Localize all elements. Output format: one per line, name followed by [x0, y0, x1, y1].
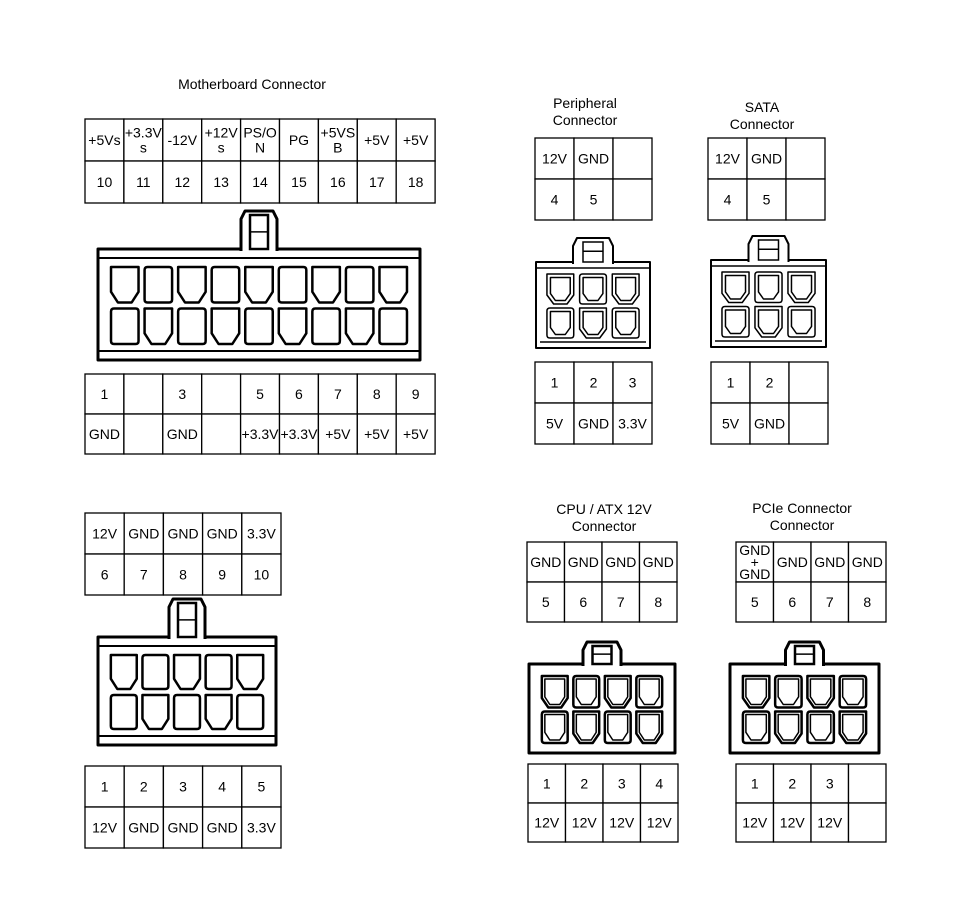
pin-slot	[840, 676, 866, 708]
pin-label: GND	[206, 819, 238, 836]
pin-label: 4	[550, 191, 559, 208]
pin-label: 8	[863, 594, 872, 610]
pin-label: +5V	[364, 132, 390, 148]
pin-label: +3.3V	[280, 426, 318, 442]
pin-label: 5	[257, 778, 266, 795]
pin-label: 3.3V	[246, 525, 276, 542]
sata-title-line1: SATA	[744, 99, 780, 115]
pin-slot	[605, 712, 631, 744]
pin-slot	[111, 655, 137, 689]
pin-label: 5	[750, 594, 759, 610]
pin-slot	[111, 309, 139, 345]
pin-label: 12V	[742, 814, 768, 831]
pin-label: 5V	[545, 415, 564, 432]
pin-label: 18	[407, 174, 424, 190]
pin-label: GND	[577, 150, 610, 167]
pin-label: 4	[723, 191, 732, 208]
table-cell	[124, 374, 163, 414]
pin-label: 1	[100, 386, 109, 402]
pin-label: 12V	[542, 150, 567, 167]
pin-slot	[245, 267, 273, 303]
pin-label: GND	[577, 415, 610, 432]
pin-label: 4	[218, 778, 227, 795]
pin-label: GND	[776, 554, 808, 570]
pin-label: 3.3V	[618, 415, 647, 432]
pin-slot	[636, 712, 662, 744]
pin-label: 7	[333, 386, 342, 402]
pin-slot	[775, 676, 801, 708]
pin-label: 12V	[715, 150, 740, 167]
pin-label: 4	[655, 775, 664, 792]
pin-label: 3	[825, 775, 834, 792]
pin-label: 6	[100, 566, 109, 583]
peripheral-top-table	[535, 138, 652, 220]
peripheral-title-line2: Connector	[552, 112, 618, 128]
pin-label: 5	[762, 191, 771, 208]
table-cell	[849, 764, 887, 803]
pin-label: 11	[136, 174, 151, 190]
pin-label: 14	[252, 174, 268, 190]
pin-label: 3	[178, 386, 187, 402]
table-cell	[124, 414, 163, 454]
pin-slot	[245, 309, 273, 345]
sata-top-table	[708, 138, 825, 220]
pin-label: 5V	[721, 415, 740, 432]
pin-slot	[174, 695, 200, 729]
pin-label: GND	[88, 426, 121, 442]
pin-slot	[636, 676, 662, 708]
pin-slot	[573, 676, 599, 708]
pin-label: 7	[616, 594, 625, 610]
table-cell	[786, 179, 825, 220]
ten-pin-top-table	[85, 513, 281, 595]
pin-slot	[206, 695, 232, 729]
pin-label: 9	[411, 386, 420, 402]
pin-label: 12V	[779, 814, 805, 831]
pin-label: 12V	[817, 814, 843, 831]
pin-label: GND	[851, 554, 883, 570]
pin-label: 8	[179, 566, 187, 583]
pin-slot	[237, 695, 263, 729]
table-cell	[202, 414, 241, 454]
pin-label: GND	[128, 525, 160, 542]
pin-slot	[542, 676, 568, 708]
pin-label: 1	[750, 775, 759, 792]
ten-pin-bottom-table	[85, 766, 281, 848]
pin-label: GND	[166, 426, 198, 442]
pin-slot	[212, 267, 240, 303]
table-cell	[613, 179, 652, 220]
pin-slot	[346, 309, 374, 345]
pin-slot	[178, 267, 206, 303]
pin-slot	[237, 655, 263, 689]
pin-label: 6	[579, 594, 588, 610]
pin-label: 1	[100, 778, 109, 795]
pin-label: GND	[167, 819, 199, 836]
pin-label: 1	[550, 374, 559, 391]
pin-label: GND	[605, 554, 637, 570]
pin-label: GND	[167, 525, 199, 542]
pin-label: 2	[788, 775, 797, 792]
pin-label: GND + GND	[739, 542, 771, 582]
pin-slot	[145, 267, 173, 303]
pin-label: 3	[628, 374, 637, 391]
cpu-bottom-table	[528, 764, 678, 842]
pin-slot	[807, 676, 833, 708]
pin-slot	[743, 712, 769, 744]
pin-label: 12V	[571, 814, 597, 831]
pin-slot	[542, 712, 568, 744]
pin-label: 5	[589, 191, 598, 208]
pin-label: 17	[368, 174, 385, 190]
table-cell	[202, 374, 241, 414]
pin-label: 8	[372, 386, 381, 402]
pin-label: 5	[541, 594, 550, 610]
pcie-top-table	[736, 542, 886, 622]
pin-slot	[279, 309, 307, 345]
pin-label: GND	[642, 554, 674, 570]
cpu-title-line1: CPU / ATX 12V	[556, 501, 652, 517]
pin-label: 10	[96, 174, 113, 190]
pin-slot	[142, 695, 168, 729]
table-cell	[786, 138, 825, 179]
pin-slot	[111, 267, 139, 303]
pin-label: 10	[253, 566, 270, 583]
pin-slot	[775, 712, 801, 744]
pin-slot	[807, 712, 833, 744]
pin-label: 7	[139, 566, 148, 583]
pin-label: 1	[542, 775, 551, 792]
pin-label: 5	[256, 386, 264, 402]
pin-label: -12V	[167, 132, 198, 148]
table-cell	[613, 138, 652, 179]
pin-slot	[279, 267, 307, 303]
pin-label: +5V	[364, 426, 390, 442]
pin-slot	[142, 655, 168, 689]
pin-slot	[145, 309, 173, 345]
pin-label: 3.3V	[246, 819, 276, 836]
pin-label: GND	[750, 150, 783, 167]
motherboard-top-table	[85, 119, 435, 203]
pin-label: GND	[530, 554, 562, 570]
pin-label: GND	[567, 554, 599, 570]
pin-label: 12V	[534, 814, 560, 831]
pin-label: 2	[139, 778, 148, 795]
pin-label: 3	[179, 778, 187, 795]
pin-label: +5V	[402, 426, 429, 442]
pin-label: 6	[295, 386, 303, 402]
pin-label: 12V	[92, 819, 118, 836]
table-cell	[789, 362, 828, 403]
pin-label: 6	[788, 594, 797, 610]
cpu-top-table	[527, 542, 677, 622]
sata-title-line2: Connector	[729, 116, 795, 132]
pin-label: +5V	[325, 426, 351, 442]
pin-label: +12V s	[204, 124, 238, 156]
pin-label: GND	[128, 819, 160, 836]
pin-label: GND	[206, 525, 238, 542]
pcie-title-line2: Connector	[769, 517, 835, 533]
pin-label: PG	[288, 132, 310, 148]
cpu-title-line2: Connector	[571, 518, 637, 534]
pin-label: 15	[291, 174, 307, 190]
pin-label: 9	[218, 566, 227, 583]
pin-slot	[840, 712, 866, 744]
pin-label: +5VS B	[320, 124, 356, 156]
pin-label: 2	[589, 374, 598, 391]
pin-label: 12V	[609, 814, 635, 831]
pin-label: 16	[330, 174, 346, 190]
pin-slot	[111, 695, 137, 729]
pin-label: 12V	[646, 814, 672, 831]
pin-label: 8	[654, 594, 663, 610]
pin-label: 12V	[92, 525, 118, 542]
pin-slot	[312, 309, 340, 345]
motherboard-title: Motherboard Connector	[178, 76, 326, 92]
peripheral-title-line1: Peripheral	[553, 95, 617, 111]
pin-label: 2	[765, 374, 774, 391]
pin-slot	[743, 676, 769, 708]
table-cell	[849, 803, 887, 842]
pin-slot	[178, 309, 206, 345]
pin-label: 1	[726, 374, 735, 391]
motherboard-bottom-table	[85, 374, 435, 454]
pin-slot	[573, 712, 599, 744]
pin-label: +5Vs	[88, 132, 121, 148]
table-cell	[789, 403, 828, 444]
pin-label: PS/O N	[243, 124, 277, 156]
pcie-bottom-table	[736, 764, 886, 842]
pin-slot	[379, 267, 407, 303]
pin-slot	[379, 309, 407, 345]
pin-slot	[212, 309, 240, 345]
pin-label: GND	[753, 415, 786, 432]
pin-label: 12	[174, 174, 191, 190]
pcie-title-line1: PCIe Connector	[752, 500, 852, 516]
pin-label: 7	[825, 594, 834, 610]
pin-label: +3.3V	[241, 426, 279, 442]
sata-bottom-table	[711, 362, 828, 444]
pin-slot	[346, 267, 374, 303]
pin-label: +3.3V s	[124, 124, 162, 156]
pin-label: 2	[580, 775, 589, 792]
pin-slot	[174, 655, 200, 689]
pin-slot	[605, 676, 631, 708]
pin-label: GND	[814, 554, 846, 570]
pin-slot	[206, 655, 232, 689]
pin-label: 13	[213, 174, 229, 190]
peripheral-bottom-table	[535, 362, 652, 444]
pin-slot	[312, 267, 340, 303]
pin-label: 3	[617, 775, 626, 792]
pin-label: +5V	[402, 132, 429, 148]
